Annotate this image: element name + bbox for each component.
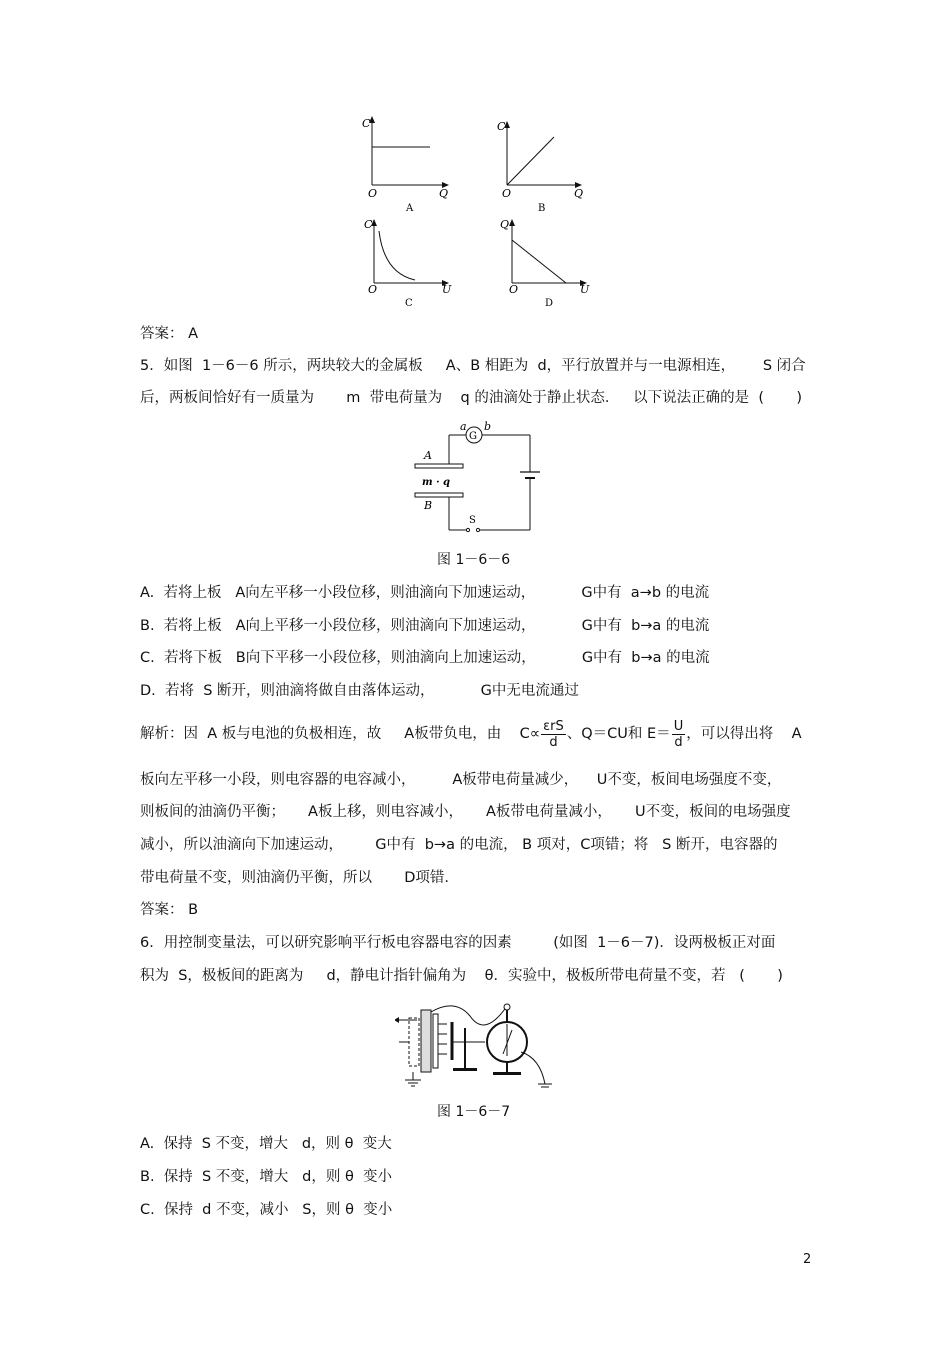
graph-c-caption: C bbox=[405, 298, 413, 309]
q5-analysis-line2: 板向左平移一小段，则电容器的电容减小， A板带电荷量减少， U不变，板间电场强度不变， bbox=[140, 772, 782, 788]
q6-option-b: B. 保持 S 不变，增大 d，则 θ 变小 bbox=[140, 1169, 393, 1185]
analysis-post: ，可以得出将 A bbox=[686, 726, 802, 742]
q5-option-d: D. 若将 S 断开，则油滴将做自由落体运动， G中无电流通过 bbox=[140, 683, 579, 699]
graph-a-caption: A bbox=[406, 203, 414, 214]
graph-b-origin: O bbox=[502, 187, 512, 200]
fraction-u-over-d: $\frac{U}{d}$ bbox=[673, 718, 684, 750]
analysis-pre: 解析：因 A 板与电池的负极相连，故 A板带负电，由 C∝ bbox=[140, 726, 541, 742]
graph-a-origin: O bbox=[368, 187, 378, 200]
q5-option-a: A. 若将上板 A向左平移一小段位移，则油滴向下加速运动， G中有 a→b 的电流 bbox=[140, 585, 710, 601]
plate-b bbox=[415, 493, 463, 497]
q6-option-a: A. 保持 S 不变，增大 d，则 θ 变大 bbox=[140, 1136, 392, 1152]
electrometer-figure-1-6-7 bbox=[395, 998, 555, 1090]
q5-analysis-line4: 减小，所以油滴向下加速运动， G中有 b→a 的电流， B 项对，C项错；将 S 断开，电容器的 bbox=[140, 837, 778, 853]
graph-d-ylabel: Q bbox=[500, 218, 510, 231]
q6-option-c: C. 保持 d 不变，减小 S，则 θ 变小 bbox=[140, 1202, 393, 1218]
q5-analysis-line3: 则板间的油滴仍平衡； A板上移，则电容减小， A板带电荷量减小， U不变，板间的电场强度 bbox=[140, 804, 791, 820]
terminal-b-label: b bbox=[484, 420, 492, 433]
graph-d-caption: D bbox=[545, 298, 554, 309]
graph-d bbox=[500, 215, 600, 310]
terminal-a-label: a bbox=[460, 420, 467, 433]
page-number: 2 bbox=[803, 1252, 812, 1267]
graph-d-origin: O bbox=[509, 283, 519, 296]
graph-b-xlabel: Q bbox=[574, 187, 584, 200]
figure-caption-1-6-7: 图 1－6－7 bbox=[437, 1104, 511, 1120]
galvanometer-label: G bbox=[469, 431, 477, 442]
oil-drop-label: m · q bbox=[422, 477, 451, 488]
plate-a bbox=[415, 464, 463, 468]
graph-a bbox=[352, 115, 462, 220]
q5-option-c: C. 若将下板 B向下平移一小段位移，则油滴向上加速运动， G中有 b→a 的电流 bbox=[140, 650, 710, 666]
graph-b-caption: B bbox=[538, 203, 546, 214]
analysis-mid: 、Q＝CU和 E＝ bbox=[566, 726, 671, 742]
graph-c-ylabel: C bbox=[364, 218, 373, 231]
plate-a-label: A bbox=[424, 449, 432, 462]
graph-b-ylabel: C bbox=[497, 120, 506, 133]
q5-option-b: B. 若将上板 A向上平移一小段位移，则油滴向下加速运动， G中有 b→a 的电流 bbox=[140, 618, 710, 634]
graph-c bbox=[362, 215, 462, 310]
graph-c-xlabel: U bbox=[442, 283, 452, 296]
answer-q4: 答案： A bbox=[140, 326, 199, 342]
graph-a-ylabel: C bbox=[362, 117, 371, 130]
q6-stem-line1: 6．用控制变量法，可以研究影响平行板电容器电容的因素 (如图 1－6－7)．设两极板正对面 bbox=[140, 935, 776, 951]
q5-analysis-line1 bbox=[140, 716, 802, 752]
graph-c-origin: O bbox=[368, 283, 378, 296]
graph-d-xlabel: U bbox=[580, 283, 590, 296]
switch-label: S bbox=[469, 515, 476, 526]
q6-stem-line2: 积为 S，极板间的距离为 d，静电计指针偏角为 θ．实验中，极板所带电荷量不变，若 ( ) bbox=[140, 968, 783, 984]
graph-a-xlabel: Q bbox=[439, 187, 449, 200]
fraction-epsilon-s-over-d: $\frac{\text{εrS}}{d}$ bbox=[543, 718, 564, 750]
q5-analysis-line5: 带电荷量不变，则油滴仍平衡，所以 D项错. bbox=[140, 870, 450, 886]
figure-caption-1-6-6: 图 1－6－6 bbox=[437, 552, 511, 568]
answer-q5: 答案： B bbox=[140, 902, 199, 918]
plate-b-label: B bbox=[424, 499, 433, 512]
q5-stem-line2: 后，两板间恰好有一质量为 m 带电荷量为 q 的油滴处于静止状态． 以下说法正确的是 ( ) bbox=[140, 390, 802, 406]
q5-stem-line1: 5．如图 1－6－6 所示，两块较大的金属板 A、B 相距为 d，平行放置并与一电源相连， S 闭合 bbox=[140, 358, 806, 374]
circuit-figure-1-6-6 bbox=[408, 420, 543, 535]
graph-b bbox=[492, 115, 602, 220]
